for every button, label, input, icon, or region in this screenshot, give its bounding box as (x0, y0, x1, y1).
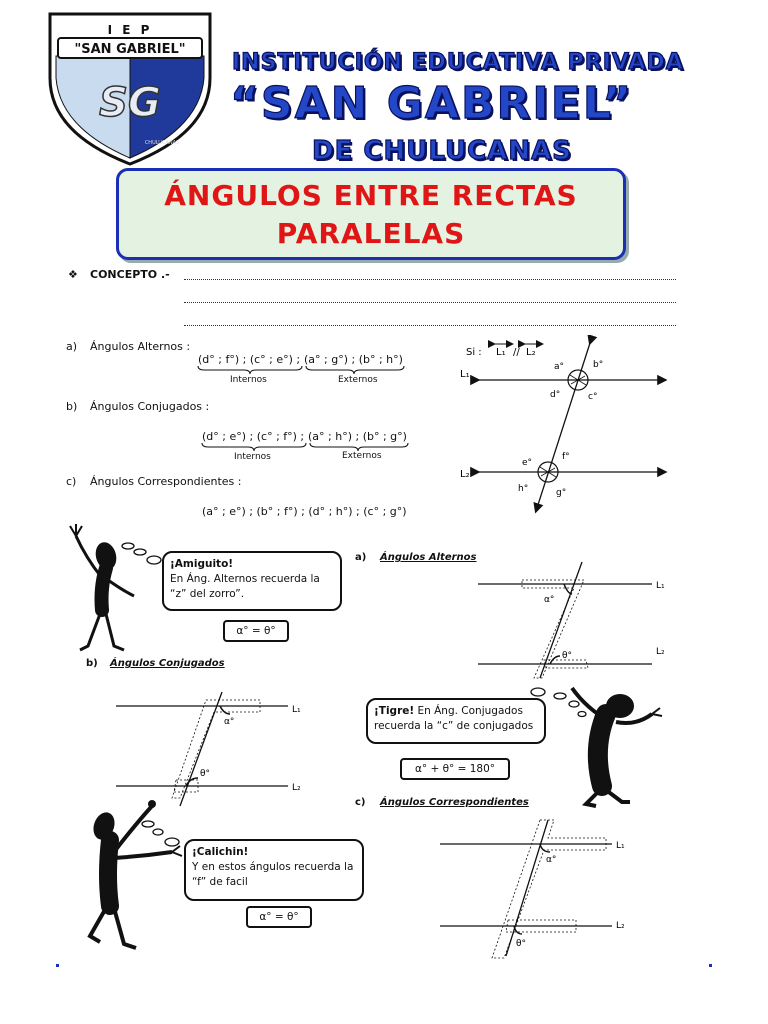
type-a-pairs-right: (a° ; g°) ; (b° ; h°) (304, 353, 403, 366)
title-box (116, 168, 626, 260)
diag-par: // (513, 347, 520, 358)
type-a-name: Ángulos Alternos : (90, 340, 191, 353)
header-line1: INSTITUCIÓN EDUCATIVA PRIVADA (232, 50, 684, 75)
angle-g: g° (556, 488, 567, 498)
crest-bottom: CHULUCANAS (144, 140, 180, 146)
bubble-b-text: En Áng. Conjugados recuerda la “c” de conjugados (374, 705, 534, 732)
section-b-label: b) (86, 658, 98, 669)
crest-top: I E P (107, 23, 153, 37)
diag-l1-over: L₁ (496, 347, 506, 358)
section-a-heading: Ángulos Alternos (380, 552, 477, 563)
diag-c-theta: θ° (516, 939, 527, 949)
type-b-name: Ángulos Conjugados : (90, 400, 210, 413)
angle-d: d° (550, 390, 561, 400)
concept-blank-3 (184, 325, 676, 326)
page-marker-right (709, 964, 712, 967)
section-c-heading: Ángulos Correspondientes (380, 797, 529, 808)
angle-a: a° (554, 362, 565, 372)
diag-a-l2: L₂ (656, 647, 665, 657)
bubble-a-text: En Áng. Alternos recuerda la “z” del zorro”. (170, 573, 320, 600)
concept-blank-1 (184, 279, 676, 280)
stick-figure-1 (62, 518, 172, 658)
angle-f: f° (562, 452, 570, 462)
type-a-pairs-left: (d° ; f°) ; (c° ; e°) ; (198, 353, 301, 366)
concept-bullet: ❖ (68, 268, 78, 281)
diagram-b (110, 690, 320, 810)
section-b-heading: Ángulos Conjugados (110, 658, 225, 669)
bubble-b (366, 698, 546, 744)
crest-monogram: SG (99, 80, 161, 126)
type-a-brace-right: Externos (338, 375, 378, 385)
type-a-brace-left: Internos (230, 375, 267, 385)
header-line3: DE CHULUCANAS (312, 136, 572, 166)
diag-a-alpha: α° (544, 595, 555, 605)
crest-name: "SAN GABRIEL" (74, 42, 186, 57)
header-line2: “SAN GABRIEL” (230, 78, 634, 129)
section-a-label: a) (355, 552, 367, 563)
diagram-c (436, 818, 656, 960)
bubble-c-text: Y en estos ángulos recuerda la “f” de facil (192, 861, 354, 888)
angle-h: h° (518, 484, 529, 494)
diag-b-theta: θ° (200, 769, 211, 779)
type-b-brace-left: Internos (234, 452, 271, 462)
diag-si: Si : (466, 347, 482, 358)
school-crest (44, 8, 216, 168)
stick-figure-3 (84, 796, 194, 956)
bubble-b-title: ¡Tigre! (374, 705, 415, 717)
concept-label: CONCEPTO .- (90, 268, 170, 281)
main-diagram (450, 335, 690, 520)
type-b-label: b) (66, 400, 78, 413)
angle-b: b° (593, 360, 604, 370)
diag-c-l2: L₂ (616, 921, 625, 931)
concept-blank-2 (184, 302, 676, 303)
title-line2: PARALELAS (276, 217, 466, 250)
type-c-pairs: (a° ; e°) ; (b° ; f°) ; (d° ; h°) ; (c° ; g°) (202, 505, 407, 518)
diag-b-alpha: α° (224, 717, 235, 727)
title-line1: ÁNGULOS ENTRE RECTAS (164, 179, 578, 212)
formula-a: α° = θ° (223, 620, 289, 642)
diag-l2: L₂ (460, 469, 470, 480)
diagram-a (476, 560, 676, 680)
formula-c: α° = θ° (246, 906, 312, 928)
diag-l2-over: L₂ (526, 347, 536, 358)
formula-b: α° + θ° = 180° (400, 758, 510, 780)
type-a-label: a) (66, 340, 78, 353)
angle-c: c° (588, 392, 598, 402)
type-b-pairs-right: (a° ; h°) ; (b° ; g°) (308, 430, 407, 443)
type-c-label: c) (66, 475, 77, 488)
bubble-c (184, 839, 364, 901)
bubble-c-title: ¡Calichin! (192, 846, 249, 858)
type-b-brace-right: Externos (342, 451, 382, 461)
diag-c-l1: L₁ (616, 841, 625, 851)
diag-a-l1: L₁ (656, 581, 665, 591)
section-c-label: c) (355, 797, 366, 808)
diag-a-theta: θ° (562, 651, 573, 661)
type-c-name: Ángulos Correspondientes : (90, 475, 242, 488)
angle-e: e° (522, 458, 533, 468)
stick-figure-2 (530, 678, 670, 810)
type-b-pairs-left: (d° ; e°) ; (c° ; f°) ; (202, 430, 305, 443)
diag-c-alpha: α° (546, 855, 557, 865)
diag-b-l2: L₂ (292, 783, 301, 793)
bubble-a-title: ¡Amiguito! (170, 558, 234, 570)
diag-b-l1: L₁ (292, 705, 301, 715)
page-marker-left (56, 964, 59, 967)
bubble-a (162, 551, 342, 611)
diag-l1: L₁ (460, 369, 470, 380)
